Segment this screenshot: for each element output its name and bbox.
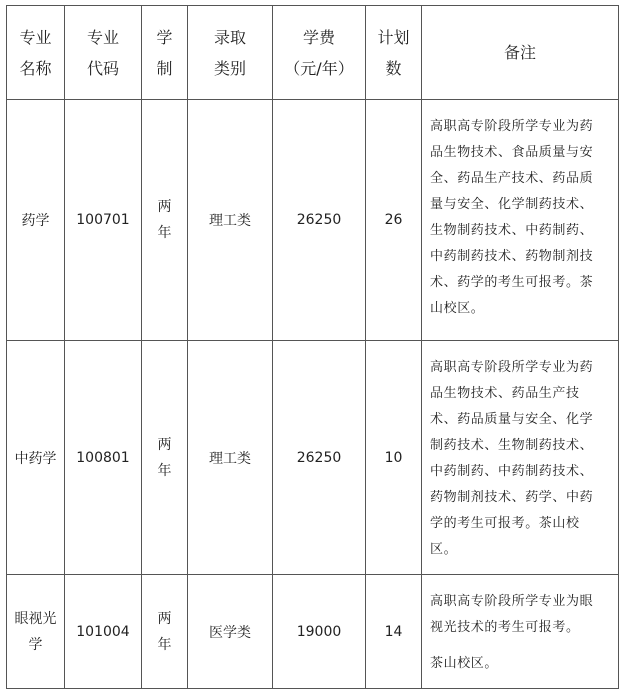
cell-category: 理工类: [188, 341, 273, 575]
cell-duration: 两 年: [142, 100, 188, 341]
cell-category: 医学类: [188, 575, 273, 689]
note-text: 高职高专阶段所学专业为眼视光技术的考生可报考。: [430, 594, 594, 635]
cell-note: [422, 575, 619, 689]
cell-plan: 26: [366, 100, 422, 341]
table-row: [7, 575, 619, 689]
header-note: 备注: [422, 6, 619, 100]
admission-table: [6, 5, 619, 689]
cell-duration: 两 年: [142, 341, 188, 575]
note-text: 高职高专阶段所学专业为药品生物技术、食品质量与安全、药品生产技术、药品质量与安全、化学制药技术、生物制药技术、中药制药、中药制药技术、药物制剂技术、药学的考生可报考。茶山校区。: [430, 119, 594, 316]
cell-major-code: 101004: [65, 575, 142, 689]
cell-major-name: 药学: [7, 100, 65, 341]
cell-major-code: 100701: [65, 100, 142, 341]
cell-major-name: 眼视光 学: [7, 575, 65, 689]
cell-fee: 19000: [273, 575, 366, 689]
cell-note: [422, 341, 619, 575]
note-text: 茶山校区。: [430, 656, 499, 671]
header-major-name: 专业 名称: [7, 6, 65, 100]
header-category: 录取 类别: [188, 6, 273, 100]
header-row: [7, 6, 619, 100]
note-text: 高职高专阶段所学专业为药品生物技术、药品生产技术、药品质量与安全、化学制药技术、生物制药技术、中药制药、中药制药技术、药物制剂技术、药学、中药学的考生可报考。茶山校区。: [430, 360, 594, 557]
header-fee: 学费 （元/年）: [273, 6, 366, 100]
table-row: [7, 100, 619, 341]
table-row: [7, 341, 619, 575]
cell-fee: 26250: [273, 100, 366, 341]
header-duration: 学 制: [142, 6, 188, 100]
cell-major-code: 100801: [65, 341, 142, 575]
header-major-code: 专业 代码: [65, 6, 142, 100]
cell-note: [422, 100, 619, 341]
cell-plan: 10: [366, 341, 422, 575]
cell-duration: 两 年: [142, 575, 188, 689]
cell-category: 理工类: [188, 100, 273, 341]
header-plan: 计划 数: [366, 6, 422, 100]
cell-fee: 26250: [273, 341, 366, 575]
cell-major-name: 中药学: [7, 341, 65, 575]
cell-plan: 14: [366, 575, 422, 689]
